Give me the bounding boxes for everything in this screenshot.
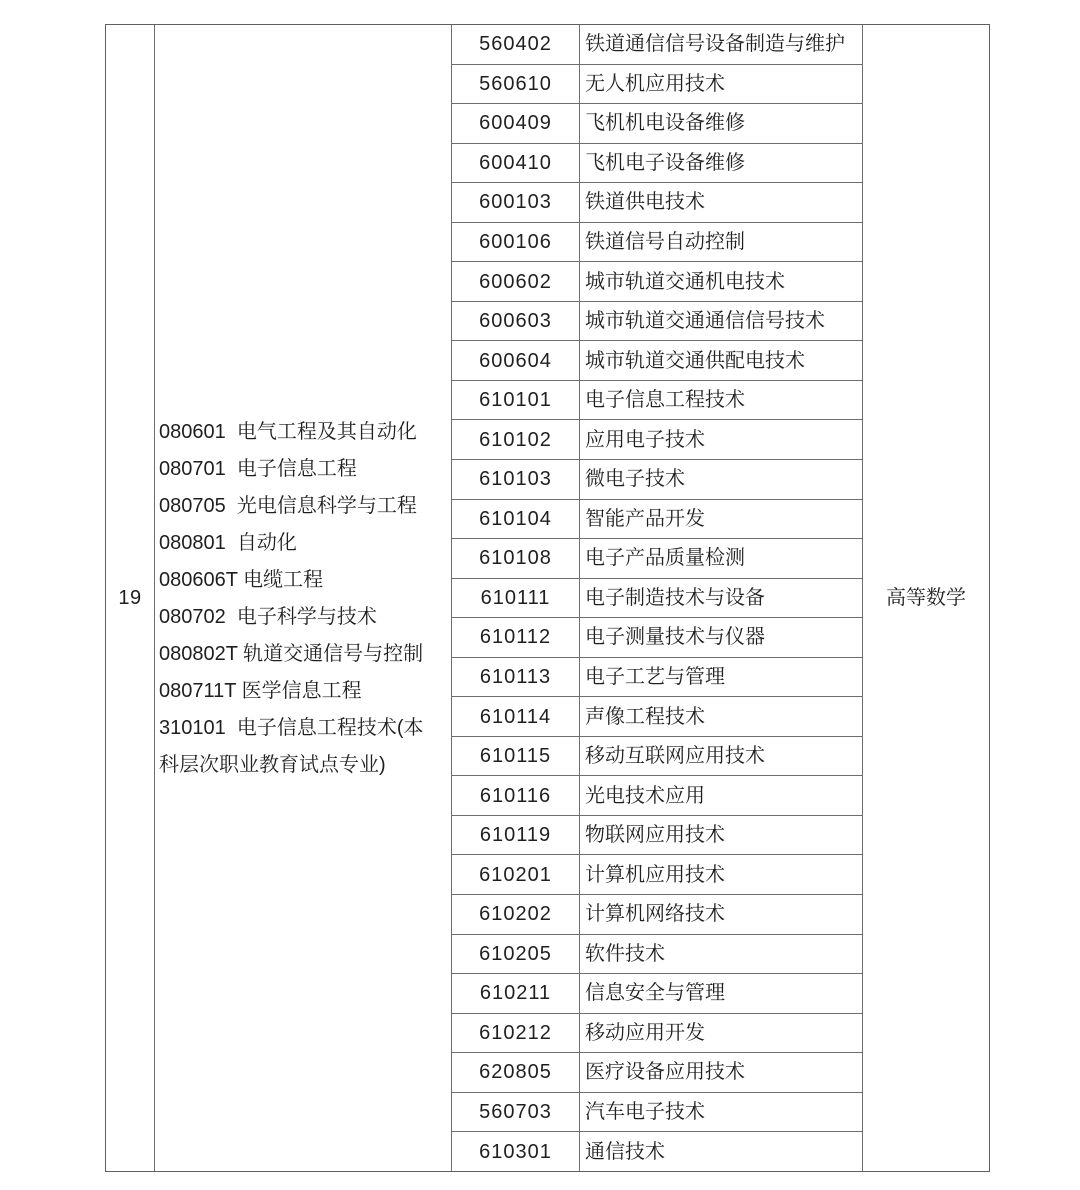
- specialty-name: 铁道供电技术: [579, 183, 862, 222]
- specialty-code: 610102: [479, 428, 552, 451]
- specialty-code: 610116: [479, 784, 552, 807]
- specialty-code: 610114: [479, 705, 552, 728]
- specialty-code: 600106: [479, 231, 552, 253]
- specialty-row: [452, 500, 862, 540]
- major-line: 310101 电子信息工程技术(本: [159, 716, 424, 739]
- specialty-name: 应用电子技术: [579, 420, 862, 459]
- specialty-row: [452, 539, 862, 579]
- major-line: 080702 电子科学与技术: [159, 605, 377, 628]
- specialty-row: [452, 104, 862, 144]
- specialty-code: 610205: [479, 942, 552, 965]
- specialty-name: 汽车电子技术: [579, 1093, 862, 1132]
- specialty-row: [452, 223, 862, 263]
- specialty-code: 610115: [479, 745, 552, 768]
- specialty-name: 物联网应用技术: [579, 816, 862, 855]
- specialty-name: 铁道信号自动控制: [579, 223, 862, 262]
- specialty-row: [452, 302, 862, 342]
- specialty-row: [452, 1132, 862, 1171]
- specialty-name: 计算机应用技术: [579, 855, 862, 894]
- specialty-row: [452, 816, 862, 856]
- major-line: 080711T 医学信息工程: [159, 679, 362, 702]
- specialty-name: 城市轨道交通通信信号技术: [579, 302, 862, 341]
- specialty-code: 560610: [479, 72, 552, 95]
- specialty-code: 610113: [479, 666, 552, 689]
- specialty-code: 600603: [479, 310, 552, 333]
- specialty-name: 软件技术: [579, 935, 862, 974]
- specialty-row: [452, 25, 862, 65]
- specialty-code: 610211: [479, 982, 552, 1005]
- specialty-row: [452, 420, 862, 460]
- row-number-cell: 19: [118, 587, 142, 609]
- specialty-row: [452, 144, 862, 184]
- specialty-row: [452, 1014, 862, 1054]
- majors-exam-table: [105, 24, 990, 1172]
- specialty-row: [452, 460, 862, 500]
- specialty-name: 无人机应用技术: [579, 65, 862, 104]
- major-line: 080601 电气工程及其自动化: [159, 420, 417, 443]
- exam-subject-cell: 高等数学: [862, 25, 989, 1171]
- specialty-row: [452, 658, 862, 698]
- major-line: 080606T 电缆工程: [159, 568, 324, 591]
- specialty-row: [452, 381, 862, 421]
- specialty-name: 移动互联网应用技术: [579, 737, 862, 776]
- specialty-name: 飞机机电设备维修: [579, 104, 862, 143]
- specialty-code: 620805: [479, 1061, 552, 1084]
- specialty-code: 600410: [479, 151, 552, 174]
- specialty-code: 610119: [479, 824, 552, 847]
- specialty-code: 610111: [480, 586, 551, 609]
- major-line: 080701 电子信息工程: [159, 457, 357, 480]
- specialty-name: 电子制造技术与设备: [579, 579, 862, 618]
- specialty-code: 600602: [479, 270, 552, 293]
- specialty-row: [452, 65, 862, 105]
- specialty-name: 医疗设备应用技术: [579, 1053, 862, 1092]
- specialty-name: 城市轨道交通供配电技术: [579, 341, 862, 380]
- specialty-name: 城市轨道交通机电技术: [579, 262, 862, 301]
- specialty-code: 610104: [479, 507, 552, 530]
- specialty-name: 铁道通信信号设备制造与维护: [579, 25, 862, 64]
- major-line: 080802T 轨道交通信号与控制: [159, 642, 424, 665]
- specialty-code: 560402: [479, 33, 552, 56]
- specialty-row: [452, 341, 862, 381]
- specialty-name: 声像工程技术: [579, 697, 862, 736]
- specialty-name: 微电子技术: [579, 460, 862, 499]
- specialty-row: [452, 1093, 862, 1133]
- specialty-row: [452, 183, 862, 223]
- specialty-name: 电子测量技术与仪器: [579, 618, 862, 657]
- specialty-name: 电子产品质量检测: [579, 539, 862, 578]
- major-line: 080801 自动化: [159, 531, 297, 554]
- specialty-code: 610103: [479, 468, 552, 491]
- specialty-code: 610201: [479, 863, 552, 886]
- specialty-name: 计算机网络技术: [579, 895, 862, 934]
- specialty-row: [452, 579, 862, 619]
- specialty-code: 610101: [479, 389, 552, 412]
- undergraduate-majors-cell: [154, 25, 451, 1171]
- specialty-name: 电子工艺与管理: [579, 658, 862, 697]
- specialty-name: 电子信息工程技术: [579, 381, 862, 420]
- specialty-name: 飞机电子设备维修: [579, 144, 862, 183]
- specialty-row: [452, 618, 862, 658]
- specialty-row: [452, 935, 862, 975]
- specialty-code: 610108: [479, 547, 552, 570]
- specialty-name: 智能产品开发: [579, 500, 862, 539]
- specialty-rows: [451, 25, 862, 1171]
- specialty-row: [452, 1053, 862, 1093]
- specialty-row: [452, 737, 862, 777]
- specialty-row: [452, 776, 862, 816]
- specialty-name: 通信技术: [579, 1132, 862, 1171]
- specialty-row: [452, 697, 862, 737]
- major-line: 080705 光电信息科学与工程: [159, 494, 417, 517]
- specialty-code: 610202: [479, 903, 552, 926]
- specialty-name: 信息安全与管理: [579, 974, 862, 1013]
- specialty-code: 610112: [479, 626, 552, 649]
- specialty-row: [452, 262, 862, 302]
- specialty-row: [452, 895, 862, 935]
- specialty-code: 600409: [479, 112, 552, 135]
- specialty-row: [452, 855, 862, 895]
- specialty-row: [452, 974, 862, 1014]
- specialty-code: 610212: [479, 1021, 552, 1044]
- specialty-name: 光电技术应用: [579, 776, 862, 815]
- specialty-code: 600103: [479, 191, 552, 214]
- specialty-code: 600604: [479, 349, 552, 372]
- major-line: 科层次职业教育试点专业): [159, 753, 386, 776]
- specialty-code: 610301: [479, 1140, 552, 1163]
- specialty-code: 560703: [479, 1101, 552, 1124]
- specialty-name: 移动应用开发: [579, 1014, 862, 1053]
